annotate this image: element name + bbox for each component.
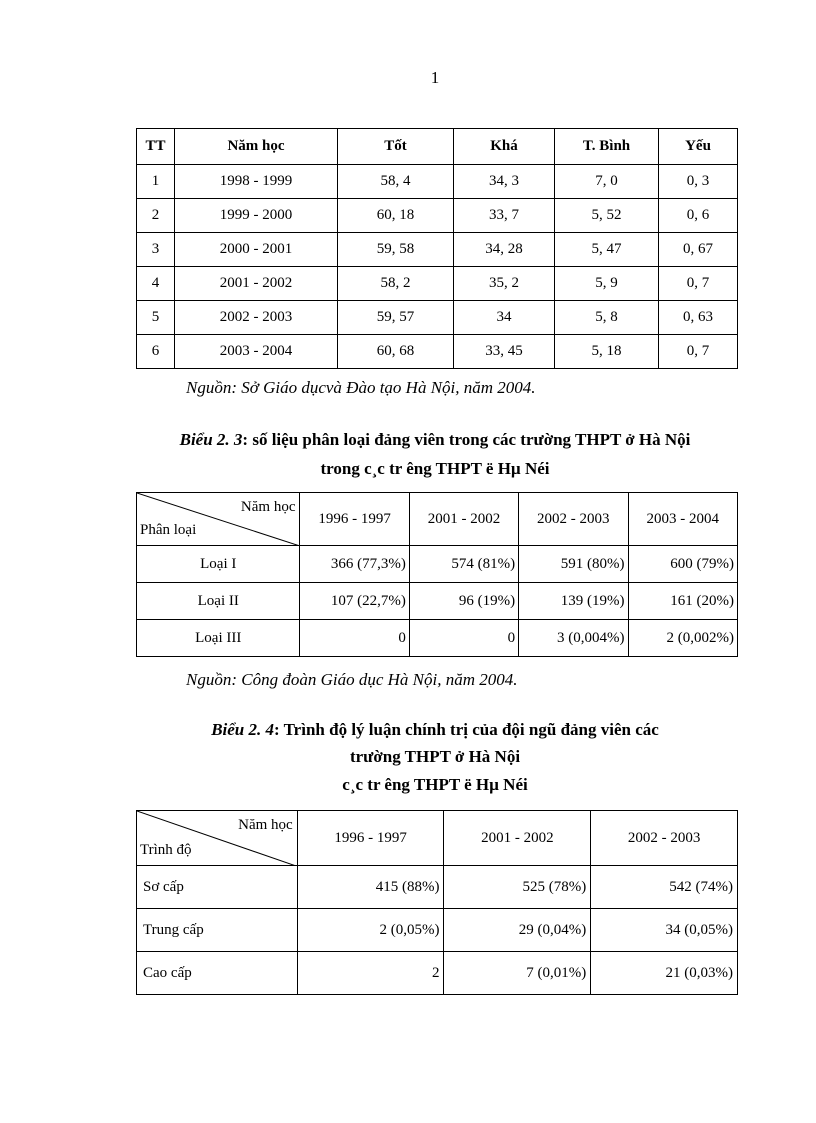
table-cell: 0, 6 (659, 199, 738, 233)
table-cell: 2 (0,002%) (628, 620, 737, 657)
table-row (137, 199, 738, 233)
table-cell: 0 (409, 620, 518, 657)
corner-top-label: Năm học (240, 499, 296, 515)
corner-bottom-label: Trình độ (140, 842, 192, 858)
table-cell: 35, 2 (454, 267, 555, 301)
table-cell: 2 (297, 952, 444, 995)
table-header-row (137, 493, 738, 546)
table-row (137, 233, 738, 267)
table-cell: 7 (0,01%) (444, 952, 591, 995)
table-cell: 366 (77,3%) (300, 546, 409, 583)
table-row (137, 909, 738, 952)
row-label: Cao cấp (137, 952, 298, 995)
table-cell: 3 (0,004%) (519, 620, 628, 657)
table-row (137, 165, 738, 199)
table-cell: 0, 63 (659, 301, 738, 335)
table-cell: 107 (22,7%) (300, 583, 409, 620)
year-header: 2001 - 2002 (409, 493, 518, 546)
source-note: Nguồn: Công đoàn Giáo dục Hà Nội, năm 2004. (186, 670, 518, 689)
table-cell: 0, 3 (659, 165, 738, 199)
table-cell: 5, 52 (555, 199, 659, 233)
table-cell: 2003 - 2004 (175, 335, 338, 369)
table-cell: 1998 - 1999 (175, 165, 338, 199)
table-cell: 7, 0 (555, 165, 659, 199)
caption-2-3 (0, 430, 816, 450)
source-note: Nguồn: Sở Giáo dụcvà Đào tạo Hà Nội, năm 2004. (186, 378, 536, 397)
header-cell: Năm học (175, 129, 338, 165)
row-label: Trung cấp (137, 909, 298, 952)
table-cell: 161 (20%) (628, 583, 737, 620)
page-number: 1 (430, 68, 440, 87)
table-cell: 0, 7 (659, 335, 738, 369)
header-cell: T. Bình (555, 129, 659, 165)
table-cell: 2002 - 2003 (175, 301, 338, 335)
table-cell: 5 (137, 301, 175, 335)
table-cell: 6 (137, 335, 175, 369)
table-cell: 59, 57 (338, 301, 454, 335)
header-cell: Khá (454, 129, 555, 165)
table-cell: 2000 - 2001 (175, 233, 338, 267)
table-cell: 34 (454, 301, 555, 335)
table-cell: 96 (19%) (409, 583, 518, 620)
table-cell: 415 (88%) (297, 866, 444, 909)
row-label: Loại II (137, 583, 300, 620)
year-header: 2001 - 2002 (444, 811, 591, 866)
caption-label: Biểu 2. 3 (179, 430, 243, 449)
header-cell: Yếu (659, 129, 738, 165)
table-cell: 3 (137, 233, 175, 267)
table-row (137, 866, 738, 909)
table-cell: 60, 68 (338, 335, 454, 369)
table-cell: 0 (300, 620, 409, 657)
table-row (137, 583, 738, 620)
header-cell: TT (137, 129, 175, 165)
caption-label: Biểu 2. 4 (211, 720, 274, 739)
table-cell: 5, 9 (555, 267, 659, 301)
caption-2-4 (0, 720, 816, 740)
table-cell: 5, 18 (555, 335, 659, 369)
year-header: 2002 - 2003 (519, 493, 628, 546)
corner-top-label: Năm học (238, 817, 293, 833)
header-cell: Tốt (338, 129, 454, 165)
table-cell: 525 (78%) (444, 866, 591, 909)
caption-2-3-line2: trong c¸c tr êng THPT ë Hµ Néi (320, 459, 550, 478)
table-row (137, 620, 738, 657)
table-cell: 600 (79%) (628, 546, 737, 583)
table-cell: 33, 7 (454, 199, 555, 233)
political-theory-table (136, 810, 738, 995)
corner-header-cell (137, 493, 300, 546)
table-cell: 5, 47 (555, 233, 659, 267)
corner-bottom-label: Phân loại (140, 522, 197, 538)
party-members-table (136, 492, 738, 657)
year-header: 1996 - 1997 (300, 493, 409, 546)
table-cell: 33, 45 (454, 335, 555, 369)
table-row (137, 301, 738, 335)
table-row (137, 335, 738, 369)
table-cell: 58, 4 (338, 165, 454, 199)
table-cell: 2001 - 2002 (175, 267, 338, 301)
table-cell: 0, 7 (659, 267, 738, 301)
table-cell: 591 (80%) (519, 546, 628, 583)
caption-2-4-line3: c¸c tr êng THPT ë Hµ Néi (342, 775, 528, 794)
table-row (137, 546, 738, 583)
year-header: 1996 - 1997 (297, 811, 444, 866)
table-cell: 1 (137, 165, 175, 199)
table-cell: 29 (0,04%) (444, 909, 591, 952)
table-cell: 34 (0,05%) (591, 909, 738, 952)
table-cell: 60, 18 (338, 199, 454, 233)
table-cell: 2 (137, 199, 175, 233)
year-header: 2003 - 2004 (628, 493, 737, 546)
table-cell: 1999 - 2000 (175, 199, 338, 233)
table-cell: 574 (81%) (409, 546, 518, 583)
table-cell: 0, 67 (659, 233, 738, 267)
row-label: Loại I (137, 546, 300, 583)
table-header-row (137, 811, 738, 866)
caption-text: : số liệu phân loại đảng viên trong các trường THPT ở Hà Nội (242, 430, 691, 449)
table-cell: 2 (0,05%) (297, 909, 444, 952)
table-cell: 21 (0,03%) (591, 952, 738, 995)
table-cell: 58, 2 (338, 267, 454, 301)
table-cell: 542 (74%) (591, 866, 738, 909)
table-row (137, 267, 738, 301)
year-header: 2002 - 2003 (591, 811, 738, 866)
row-label: Loại III (137, 620, 300, 657)
table-cell: 59, 58 (338, 233, 454, 267)
caption-text: : Trình độ lý luận chính trị của đội ngũ đảng viên các (274, 720, 659, 739)
table-row (137, 952, 738, 995)
table-cell: 34, 28 (454, 233, 555, 267)
table-cell: 34, 3 (454, 165, 555, 199)
table-cell: 5, 8 (555, 301, 659, 335)
table-cell: 139 (19%) (519, 583, 628, 620)
corner-header-cell (137, 811, 298, 866)
table-cell: 4 (137, 267, 175, 301)
grades-table (136, 128, 738, 369)
caption-2-4-line2: trường THPT ở Hà Nội (349, 747, 521, 766)
row-label: Sơ cấp (137, 866, 298, 909)
table-header-row (137, 129, 738, 165)
